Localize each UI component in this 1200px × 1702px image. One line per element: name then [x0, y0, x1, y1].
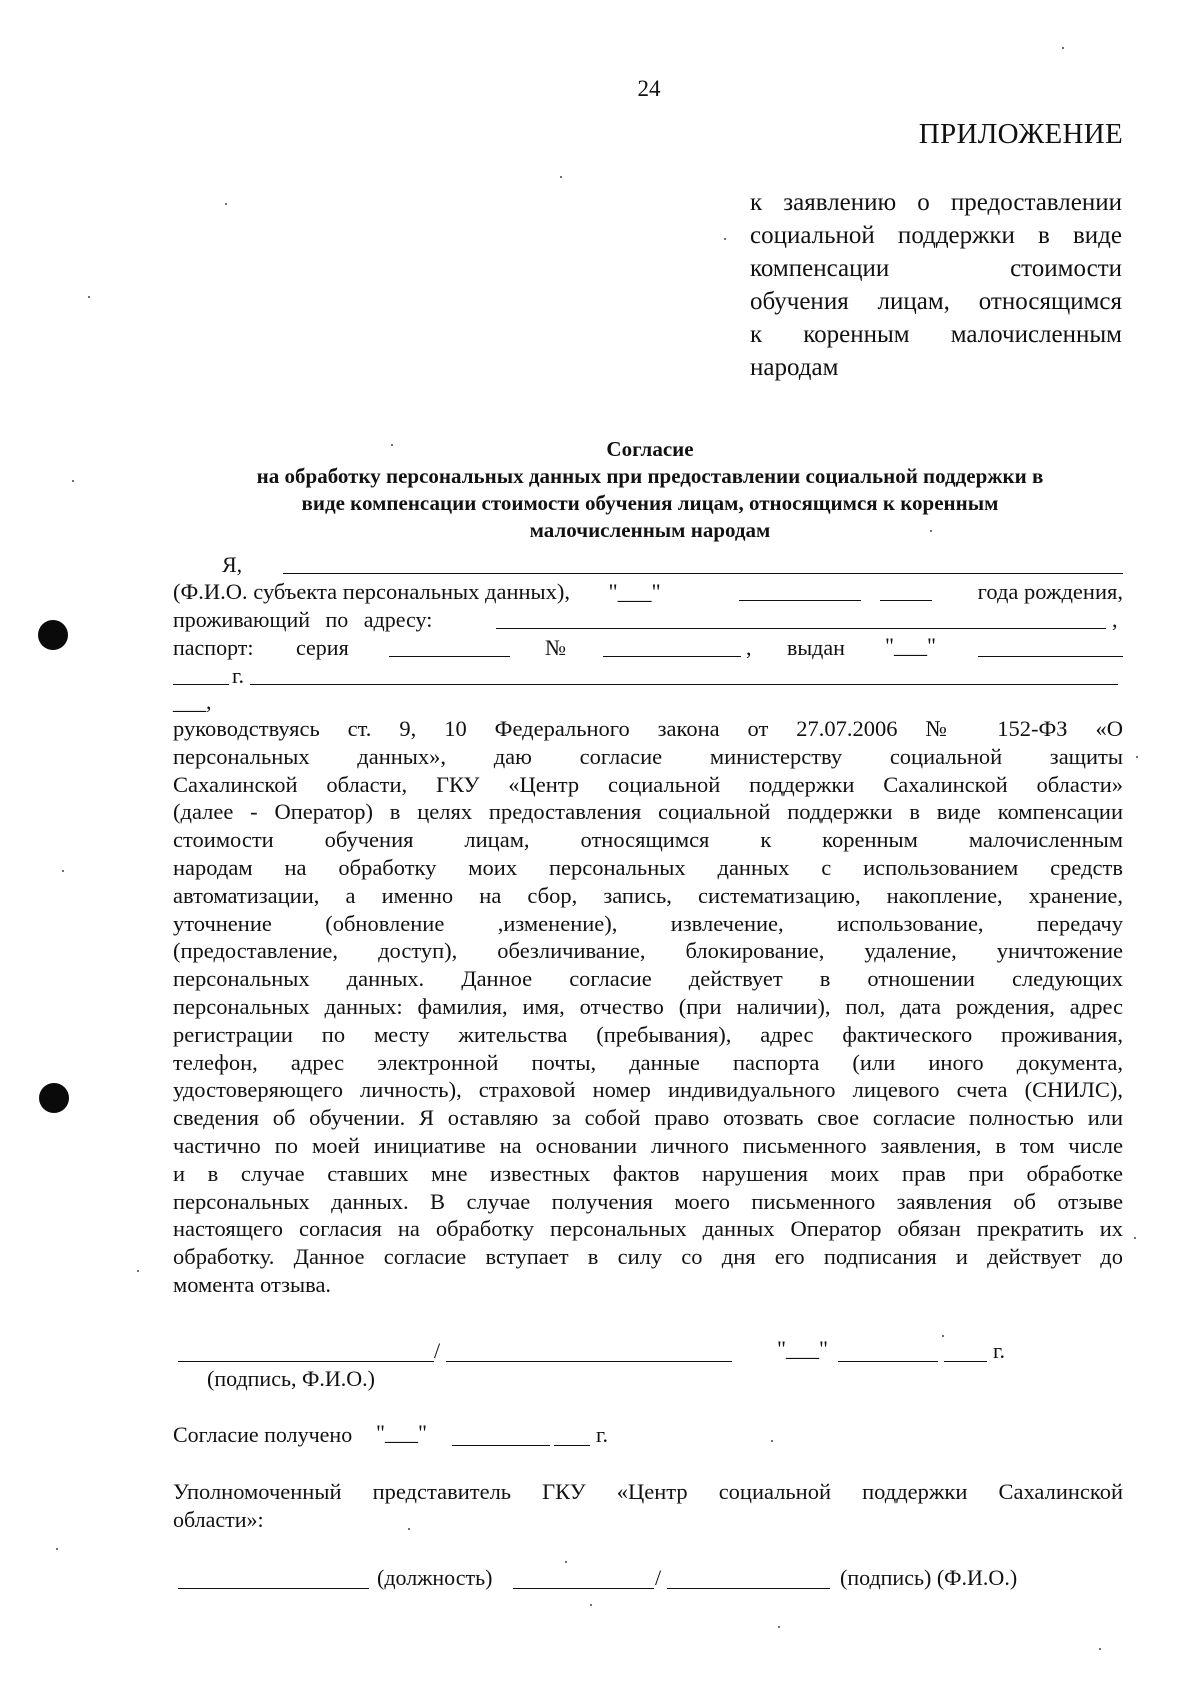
- scan-speck: [565, 1561, 567, 1563]
- representative-row: [173, 1478, 1123, 1506]
- signature-day-field[interactable]: "___": [777, 1336, 828, 1361]
- scan-speck: [88, 296, 90, 298]
- scan-speck: [560, 176, 562, 178]
- subtitle-line: к заявлению о предоставлении: [750, 189, 1122, 216]
- signature-month-field[interactable]: [838, 1361, 938, 1362]
- signature-field[interactable]: [178, 1361, 434, 1362]
- body-line: обработку. Данное согласие вступает в силу со дня его подписания и действует до: [173, 1244, 1123, 1270]
- scan-speck: [56, 1548, 58, 1550]
- signature-slash: /: [434, 1338, 441, 1363]
- series-label: серия: [296, 635, 349, 660]
- address-field-line[interactable]: [496, 628, 1106, 629]
- body-line: народам на обработку моих персональных данных с использованием средств: [173, 854, 1123, 880]
- binder-hole-mark: [39, 1083, 69, 1113]
- heading-line: на обработку персональных данных при предоставлении социальной поддержки в: [256, 464, 1044, 488]
- subtitle-line: обучения лицам, относящимся: [750, 288, 1122, 315]
- series-field[interactable]: [389, 656, 510, 657]
- scan-speck: [225, 203, 227, 205]
- body-line: персональных данных», даю согласие министерству социальной защиты: [173, 743, 1123, 769]
- representative-line: Уполномоченный представитель ГКУ «Центр социальной поддержки Сахалинской: [173, 1479, 1123, 1504]
- signature-caption: (подпись, Ф.И.О.): [207, 1366, 375, 1391]
- scan-speck: [408, 1528, 410, 1530]
- body-line: персональных данных. В случае получения моего письменного заявления об отзыве: [173, 1188, 1123, 1214]
- received-year-label: г.: [596, 1422, 609, 1447]
- appendix-title: ПРИЛОЖЕНИЕ: [918, 118, 1123, 150]
- issued-by-field[interactable]: [978, 656, 1123, 657]
- body-line: телефон, адрес электронной почты, данные паспорта (или иного документа,: [173, 1049, 1123, 1075]
- scan-speck: [391, 444, 393, 446]
- signature-year-field[interactable]: [944, 1361, 987, 1362]
- body-line: регистрации по месту жительства (пребывания), адрес фактического проживания,: [173, 1021, 1123, 1047]
- scan-speck: [137, 1270, 139, 1272]
- subtitle-line: народам: [750, 354, 839, 381]
- scan-speck: [1099, 1648, 1101, 1650]
- body-line: сведения об обучении. Я оставляю за собой право отозвать свое согласие полностью или: [173, 1105, 1123, 1131]
- rep-signature-field[interactable]: [513, 1588, 654, 1589]
- position-label: (должность): [377, 1565, 493, 1590]
- scan-speck: [724, 238, 726, 240]
- body-line: настоящего согласия на обработку персональных данных Оператор обязан прекратить их: [173, 1216, 1123, 1242]
- signature-name-field[interactable]: [446, 1361, 732, 1362]
- issued-day-field[interactable]: "___": [885, 633, 936, 658]
- subtitle-line: социальной поддержки в виде: [750, 222, 1122, 249]
- body-line: автоматизации, а именно на сбор, запись, систематизацию, накопление, хранение,: [173, 882, 1123, 908]
- scan-speck: [930, 530, 932, 532]
- heading-line: виде компенсации стоимости обучения лицам, относящимся к коренным: [301, 491, 999, 515]
- subtitle-line: к коренным малочисленным: [750, 321, 1122, 348]
- scan-speck: [942, 1335, 944, 1337]
- fio-label: (Ф.И.О. субъекта персональных данных),: [173, 579, 571, 604]
- issued-year-field[interactable]: [173, 684, 229, 685]
- consent-body: [173, 715, 1123, 1299]
- representative-line2: области»:: [173, 1507, 264, 1532]
- body-line: персональных данных: фамилия, имя, отчество (при наличии), пол, дата рождения, адрес: [173, 993, 1123, 1019]
- received-month-field[interactable]: [452, 1445, 550, 1446]
- address-comma: ,: [1112, 607, 1118, 632]
- body-line: персональных данных. Данное согласие действует в отношении следующих: [173, 966, 1123, 992]
- scan-speck: [72, 480, 74, 482]
- scan-speck: [590, 1604, 592, 1606]
- number-label: №: [545, 635, 566, 660]
- body-line: (предоставление, доступ), обезличивание, блокирование, удаление, уничтожение: [173, 938, 1123, 964]
- received-day-field[interactable]: "___": [376, 1420, 427, 1445]
- address-label: проживающий по адресу:: [173, 607, 433, 632]
- body-line: частично по моей инициативе на основании личного письменного заявления, в том числе: [173, 1132, 1123, 1158]
- rep-slash: /: [655, 1565, 662, 1590]
- birth-label: года рождения,: [977, 579, 1123, 604]
- rep-name-field[interactable]: [667, 1588, 830, 1589]
- consent-heading: [130, 436, 1170, 544]
- page-number: 24: [637, 76, 661, 101]
- scan-speck: [1062, 47, 1064, 49]
- scan-speck: [778, 1626, 780, 1628]
- fio-row: [173, 578, 1123, 606]
- birth-year-field[interactable]: [880, 600, 932, 601]
- received-year-field[interactable]: [554, 1445, 590, 1446]
- body-line: момента отзыва.: [173, 1271, 332, 1297]
- binder-hole-mark: [38, 620, 68, 650]
- number-field[interactable]: [603, 656, 741, 657]
- blank-comma: ___,: [173, 689, 212, 714]
- issuer-field-line[interactable]: [250, 684, 1118, 685]
- body-line: (далее - Оператор) в целях предоставления социальной поддержки в виде компенсации: [173, 799, 1123, 825]
- body-line: Сахалинской области, ГКУ «Центр социальной поддержки Сахалинской области»: [173, 771, 1123, 797]
- body-line: удостоверяющего личность), страховой номер индивидуального лицевого счета (СНИЛС),: [173, 1077, 1123, 1103]
- heading-line: малочисленным народам: [529, 518, 771, 542]
- body-line: руководствуясь ст. 9, 10 Федерального закона от 27.07.2006 № 152-ФЗ «О: [173, 716, 1123, 741]
- subtitle-line: компенсации стоимости: [750, 255, 1122, 282]
- birth-month-field[interactable]: [739, 600, 861, 601]
- rep-sign-label: (подпись) (Ф.И.О.): [840, 1565, 1018, 1590]
- received-label: Согласие получено: [173, 1422, 353, 1447]
- passport-label: паспорт:: [173, 635, 254, 660]
- body-line: уточнение (обновление ,изменение), извлечение, использование, передачу: [173, 910, 1123, 936]
- consent-title: Согласие: [606, 437, 694, 461]
- issued-label: выдан: [787, 635, 845, 660]
- number-comma: ,: [746, 635, 752, 660]
- name-field-line[interactable]: [283, 573, 1123, 574]
- scan-speck: [62, 870, 64, 872]
- scan-speck: [1134, 1237, 1136, 1239]
- year-label: г.: [232, 663, 245, 688]
- scan-speck: [1136, 756, 1138, 758]
- signature-year-label: г.: [993, 1338, 1006, 1363]
- birth-day-field[interactable]: "___": [608, 579, 661, 604]
- body-line: и в случае ставших мне известных фактов нарушения моих прав при обработке: [173, 1160, 1123, 1186]
- body-line: стоимости обучения лицам, относящимся к коренным малочисленным: [173, 827, 1123, 853]
- position-field[interactable]: [178, 1588, 369, 1589]
- appendix-subtitle: [750, 186, 1122, 384]
- scan-speck: [771, 1440, 773, 1442]
- i-label: Я,: [222, 552, 243, 577]
